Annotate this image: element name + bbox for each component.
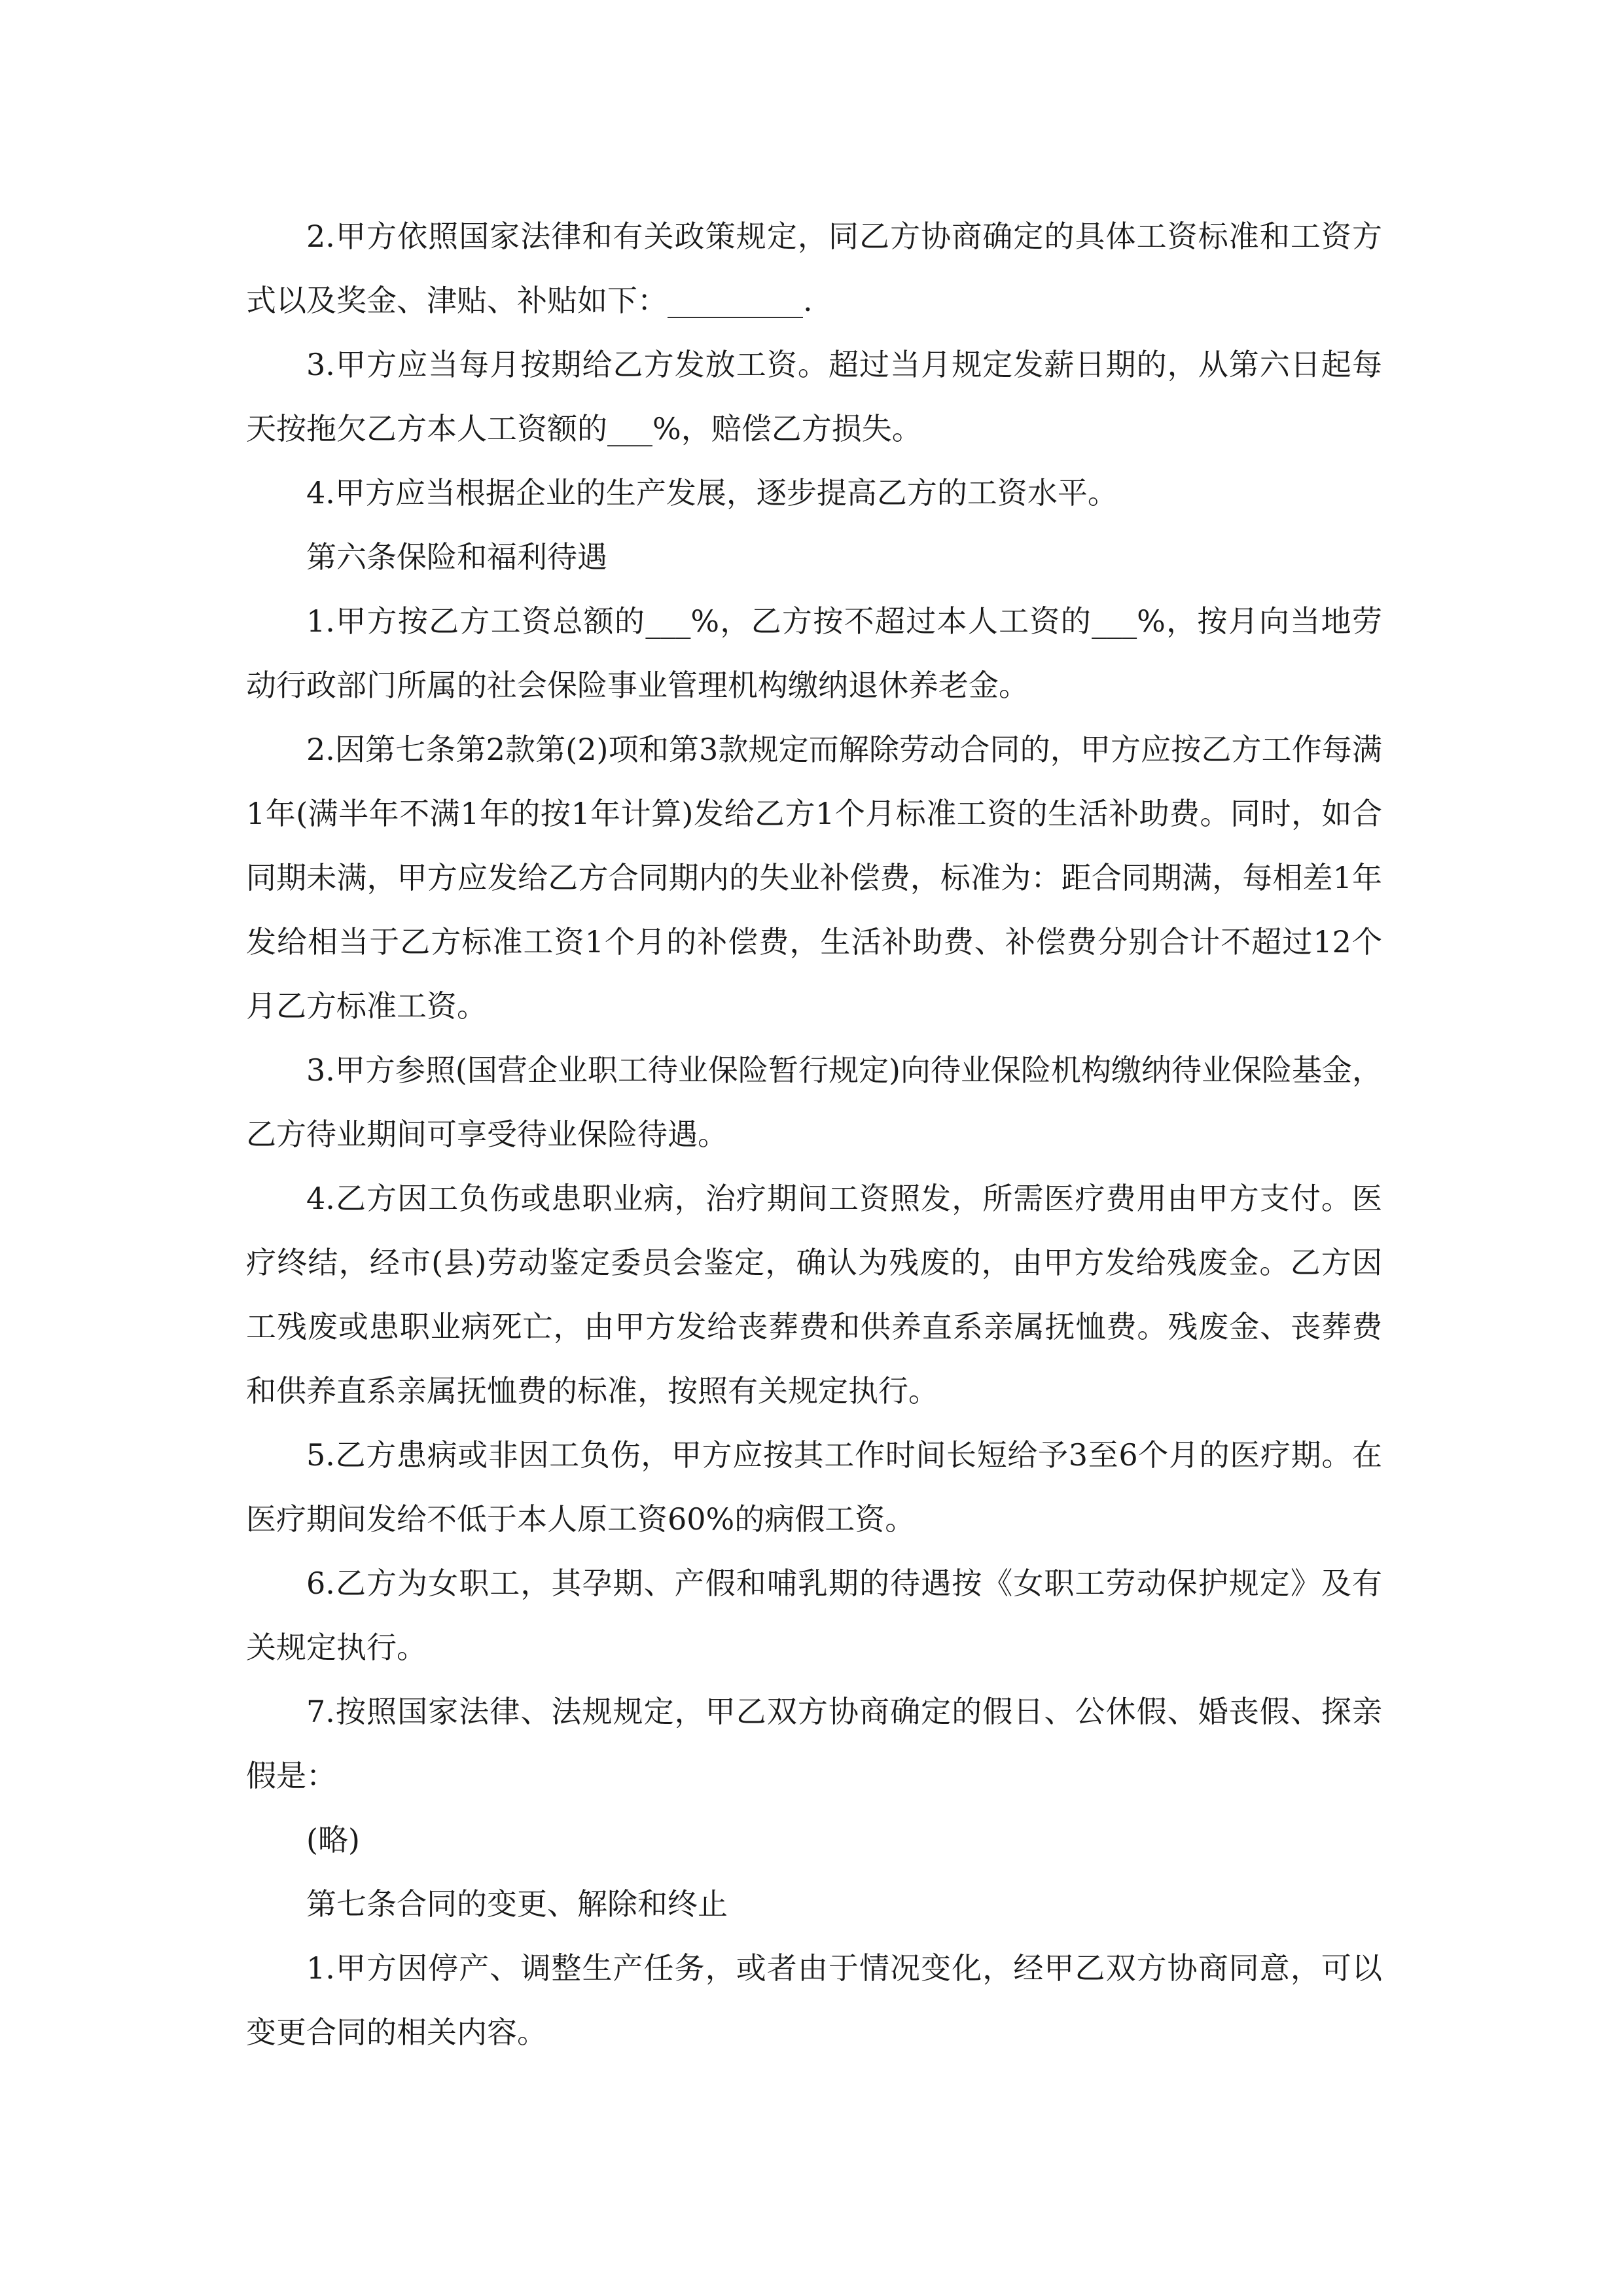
paragraph-wage-payment: 3.甲方应当每月按期给乙方发放工资。超过当月规定发薪日期的，从第六日起每天按拖欠乙方本人工资额的___%，赔偿乙方损失。	[246, 347, 1382, 446]
paragraph-holidays: 7.按照国家法律、法规规定，甲乙双方协商确定的假日、公休假、婚丧假、探亲假是：	[246, 1694, 1382, 1793]
section-heading-insurance: 第六条保险和福利待遇	[306, 539, 607, 575]
paragraph-wage-increase: 4.甲方应当根据企业的生产发展，逐步提高乙方的工资水平。	[306, 475, 1118, 511]
paragraph-unemployment-insurance: 3.甲方参照(国营企业职工待业保险暂行规定)向待业保险机构缴纳待业保险基金，乙方待业期间可享受待业保险待遇。	[246, 1052, 1382, 1152]
paragraph-pension: 1.甲方按乙方工资总额的___%，乙方按不超过本人工资的___%，按月向当地劳动行政部门所属的社会保险事业管理机构缴纳退休养老金。	[246, 603, 1382, 703]
section-heading-contract-change: 第七条合同的变更、解除和终止	[306, 1886, 728, 1922]
paragraph-sick-leave: 5.乙方患病或非因工负伤，甲方应按其工作时间长短给予3至6个月的医疗期。在医疗期间发给不低于本人原工资60%的病假工资。	[246, 1437, 1382, 1537]
paragraph-female-workers: 6.乙方为女职工，其孕期、产假和哺乳期的待遇按《女职工劳动保护规定》及有关规定执行。	[246, 1566, 1382, 1665]
paragraph-contract-change: 1.甲方因停产、调整生产任务，或者由于情况变化，经甲乙双方协商同意，可以变更合同的相关内容。	[246, 1950, 1382, 2050]
document-body	[246, 204, 1382, 2064]
paragraph-wage-standard: 2.甲方依照国家法律和有关政策规定，同乙方协商确定的具体工资标准和工资方式以及奖金、津贴、补贴如下：_________.	[246, 219, 1382, 318]
paragraph-work-injury: 4.乙方因工负伤或患职业病，治疗期间工资照发，所需医疗费用由甲方支付。医疗终结，经市(县)劳动鉴定委员会鉴定，确认为残废的，由甲方发给残废金。乙方因工残废或患职业病死亡，由甲方发给丧葬费和供养直系亲属抚恤费。残废金、丧葬费和供养直系亲属抚恤费的标准，按照有关规定执行。	[246, 1181, 1382, 1408]
paragraph-living-subsidy: 2.因第七条第2款第(2)项和第3款规定而解除劳动合同的，甲方应按乙方工作每满1年(满半年不满1年的按1年计算)发给乙方1个月标准工资的生活补助费。同时，如合同期未满，甲方应发给乙方合同期内的失业补偿费，标准为：距合同期满，每相差1年发给相当于乙方标准工资1个月的补偿费，生活补助费、补偿费分别合计不超过12个月乙方标准工资。	[246, 732, 1382, 1024]
paragraph-omitted: (略)	[306, 1822, 360, 1857]
